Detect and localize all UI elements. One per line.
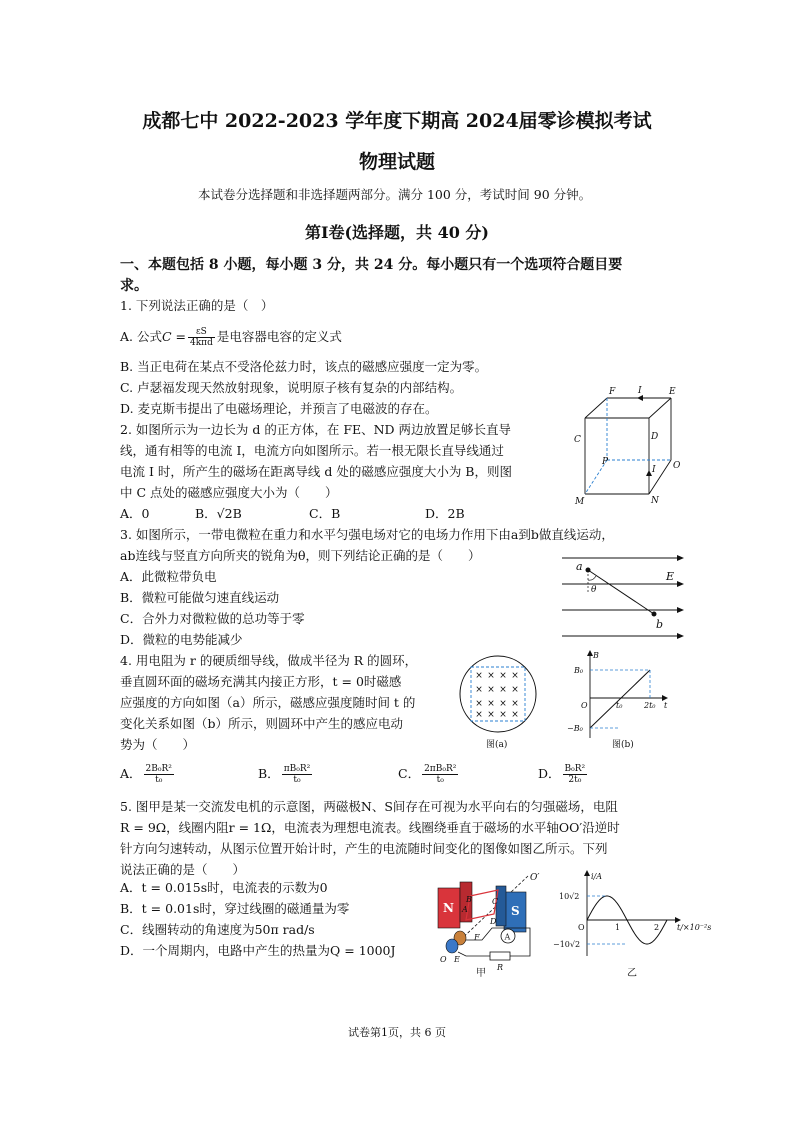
cube-label-d: D bbox=[651, 432, 659, 442]
exam-title: 成都七中 2022-2023 学年度下期高 2024届零诊模拟考试 bbox=[142, 110, 652, 132]
q1-option-c: C. 卢瑟福发现天然放射现象，说明原子核有复杂的内部结构。 bbox=[120, 380, 463, 395]
q4-option-c-num: 2πB₀R² bbox=[424, 764, 457, 774]
svg-text:×: × bbox=[487, 699, 495, 709]
q5-option-b: B．t = 0.01s时，穿过线圈的磁通量为零 bbox=[120, 901, 350, 916]
graph-axis-t: t/×10⁻²s bbox=[677, 923, 712, 932]
svg-text:×: × bbox=[475, 699, 483, 709]
graph-axis-i: i/A bbox=[591, 872, 603, 881]
cube-label-o: O bbox=[673, 461, 681, 471]
svg-text:×: × bbox=[511, 710, 519, 720]
q5-option-a: A．t = 0.015s时，电流表的示数为0 bbox=[120, 880, 328, 895]
q4-option-a-num: 2B₀R² bbox=[145, 764, 172, 774]
q3-line1: 3. 如图所示，一带电微粒在重力和水平匀强电场对它的电场力作用下由a到b做直线运动， bbox=[120, 527, 614, 542]
gen-label-n: N bbox=[443, 901, 454, 915]
graph-origin: O bbox=[578, 923, 585, 932]
q2-cube-figure bbox=[565, 382, 685, 510]
cube-label-i-side: I bbox=[652, 465, 656, 475]
q4-fig-b-t0: t₀ bbox=[616, 701, 623, 710]
q3-line2: ab连线与竖直方向所夹的锐角为θ，则下列结论正确的是（ ） bbox=[120, 548, 481, 563]
gen-label-d: D bbox=[490, 917, 497, 926]
q4-fig-b-axis-b: B bbox=[593, 651, 599, 660]
cube-label-i-top: I bbox=[638, 386, 642, 396]
page-footer: 试卷第1页，共 6 页 bbox=[348, 1026, 446, 1039]
gen-label-ammeter: A bbox=[504, 932, 511, 942]
q2-option-a: A．0 bbox=[120, 506, 150, 521]
cube-label-m: M bbox=[575, 497, 585, 507]
q1-option-a-prefix: A. 公式 bbox=[120, 329, 162, 344]
q4-line2: 垂直圆环面的磁场充满其内接正方形，t = 0时磁感 bbox=[120, 674, 402, 689]
graph-min: −10√2 bbox=[553, 940, 581, 949]
graph-tick-1: 1 bbox=[615, 923, 621, 932]
gen-label-o: O bbox=[440, 955, 447, 964]
q2-line1: 2. 如图所示为一边长为 d 的正方体，在 FE、ND 两边放置足够长直导 bbox=[120, 422, 512, 437]
q4-fig-b-neg-b0: −B₀ bbox=[567, 724, 583, 733]
q1-option-d: D. 麦克斯韦提出了电磁场理论，并预言了电磁波的存在。 bbox=[120, 401, 438, 416]
q4-figure-a bbox=[456, 654, 542, 750]
q4-line4: 变化关系如图（b）所示，则圆环中产生的感应电动 bbox=[120, 716, 404, 731]
svg-text:×: × bbox=[499, 671, 507, 681]
q4-option-c bbox=[398, 761, 460, 787]
q4-option-c-den: t₀ bbox=[436, 775, 444, 785]
q4-option-d-label: D． bbox=[538, 766, 561, 781]
q5-option-d: D．一个周期内，电路中产生的热量为Q = 1000J bbox=[120, 943, 396, 958]
gen-label-c: C bbox=[492, 897, 499, 906]
q3-label-b: b bbox=[656, 618, 664, 631]
gen-label-s: S bbox=[511, 904, 520, 918]
q4-line1: 4. 用电阻为 r 的硬质细导线，做成半径为 R 的圆环， bbox=[120, 653, 418, 668]
q5-line2: R = 9Ω，线圈内阻r = 1Ω，电流表为理想电流表。线圈绕垂直于磁场的水平轴OO′沿逆时 bbox=[120, 820, 620, 835]
q4-fig-b-b0: B₀ bbox=[574, 666, 584, 675]
gen-label-o-prime: O′ bbox=[530, 873, 540, 883]
q2-line2: 线，通有相等的电流 I，电流方向如图所示。若一根无限长直导线通过 bbox=[120, 443, 504, 458]
section-title: 第Ⅰ卷(选择题，共 40 分) bbox=[304, 223, 490, 242]
q3-option-a: A．此微粒带负电 bbox=[120, 569, 217, 584]
q4-option-d bbox=[538, 761, 589, 787]
svg-text:×: × bbox=[511, 685, 519, 695]
q3-label-theta: θ bbox=[591, 585, 597, 595]
gen-label-b: B bbox=[466, 895, 472, 904]
graph-max: 10√2 bbox=[559, 892, 580, 901]
svg-text:×: × bbox=[499, 685, 507, 695]
q4-fig-b-origin: O bbox=[581, 701, 588, 710]
q2-line4: 中 C 点处的磁感应强度大小为（ ） bbox=[120, 485, 338, 500]
q4-option-b bbox=[258, 761, 314, 787]
section-instruction-line2: 求。 bbox=[120, 278, 148, 294]
q4-fig-a-caption: 图(a) bbox=[486, 740, 508, 750]
q3-option-c: C．合外力对微粒做的总功等于零 bbox=[120, 611, 305, 626]
exam-intro: 本试卷分选择题和非选择题两部分。满分 100 分，考试时间 90 分钟。 bbox=[198, 187, 592, 202]
q1-option-a bbox=[120, 324, 342, 350]
q3-option-b: B．微粒可能做匀速直线运动 bbox=[120, 590, 280, 605]
gen-label-e: E bbox=[454, 955, 460, 964]
svg-text:×: × bbox=[499, 710, 507, 720]
q4-option-d-num: B₀R² bbox=[564, 764, 586, 774]
gen-label-f: F bbox=[474, 933, 480, 942]
q1-option-a-suffix: 是电容器电容的定义式 bbox=[216, 329, 342, 344]
cube-label-p: P bbox=[602, 457, 609, 467]
q1-formula-den: 4kπd bbox=[190, 338, 213, 348]
q4-option-b-den: t₀ bbox=[293, 775, 301, 785]
q4-line5: 势为（ ） bbox=[120, 737, 196, 752]
q4-fig-b-2t0: 2t₀ bbox=[644, 701, 656, 710]
q5-generator-figure bbox=[432, 866, 544, 978]
q4-option-c-label: C． bbox=[398, 766, 421, 781]
gen-label-a: A bbox=[462, 905, 468, 914]
subject-title: 物理试题 bbox=[358, 151, 435, 173]
svg-text:×: × bbox=[475, 671, 483, 681]
cube-label-f: F bbox=[609, 387, 616, 397]
q2-option-d: D．2B bbox=[425, 506, 465, 521]
q3-option-d: D．微粒的电势能减少 bbox=[120, 632, 243, 647]
q5-option-c: C．线圈转动的角速度为50π rad/s bbox=[120, 922, 315, 937]
q4-line3: 应强度的方向如图（a）所示，磁感应强度随时间 t 的 bbox=[120, 695, 416, 710]
q2-option-b: B．√2B bbox=[195, 506, 242, 521]
q1-stem: 1. 下列说法正确的是（ ） bbox=[120, 298, 274, 313]
q2-option-c: C．B bbox=[309, 506, 341, 521]
q5-line4: 说法正确的是（ ） bbox=[120, 862, 246, 877]
svg-text:×: × bbox=[487, 671, 495, 681]
q4-option-a-den: t₀ bbox=[155, 775, 163, 785]
svg-text:×: × bbox=[487, 710, 495, 720]
q4-b-field-crosses bbox=[475, 671, 519, 720]
svg-text:×: × bbox=[487, 685, 495, 695]
q4-option-d-den: 2t₀ bbox=[568, 775, 582, 785]
q3-field-figure bbox=[560, 548, 686, 644]
svg-text:×: × bbox=[511, 699, 519, 709]
q4-option-a-label: A． bbox=[120, 766, 142, 781]
q3-point-a bbox=[586, 568, 591, 573]
graph-tick-2: 2 bbox=[654, 923, 660, 932]
cube-label-c: C bbox=[574, 435, 581, 445]
q4-option-b-label: B． bbox=[258, 766, 280, 781]
q5-fig-jia-caption: 甲 bbox=[476, 968, 486, 978]
q5-fig-yi-caption: 乙 bbox=[627, 968, 637, 978]
cube-label-n: N bbox=[651, 496, 659, 506]
q4-option-b-num: πB₀R² bbox=[283, 764, 311, 774]
resistor bbox=[490, 952, 510, 960]
q3-label-e: E bbox=[666, 570, 675, 583]
q1-option-b: B. 当正电荷在某点不受洛伦兹力时，该点的磁感应强度一定为零。 bbox=[120, 359, 488, 374]
q1-formula-lhs: C = bbox=[161, 329, 186, 344]
cube-label-e: E bbox=[669, 387, 676, 397]
q5-line3: 针方向匀速转动，从图示位置开始计时，产生的电流随时间变化的图像如图乙所示。下列 bbox=[120, 841, 608, 856]
q4-option-a bbox=[120, 761, 176, 787]
svg-text:×: × bbox=[475, 710, 483, 720]
q5-line1: 5. 图甲是某一交流发电机的示意图，两磁极N、S间存在可视为水平向右的匀强磁场，电阻 bbox=[120, 799, 618, 814]
q4-figure-b bbox=[560, 646, 672, 752]
q5-current-graph bbox=[553, 866, 713, 978]
svg-text:×: × bbox=[475, 685, 483, 695]
q1-formula-num: εS bbox=[188, 327, 215, 338]
q4-fig-b-axis-t: t bbox=[664, 701, 668, 710]
q2-line3: 电流 I 时，所产生的磁场在距离导线 d 处的磁感应强度大小为 B，则图 bbox=[120, 464, 512, 479]
q3-point-b bbox=[652, 612, 657, 617]
q4-fig-b-caption: 图(b) bbox=[612, 740, 634, 750]
q3-label-a: a bbox=[576, 560, 583, 573]
svg-text:×: × bbox=[499, 699, 507, 709]
svg-text:×: × bbox=[511, 671, 519, 681]
q1-formula-fraction bbox=[188, 327, 215, 348]
gen-label-r: R bbox=[497, 963, 504, 972]
section-instruction-line1: 一、本题包括 8 小题，每小题 3 分，共 24 分。每小题只有一个选项符合题目要 bbox=[120, 257, 623, 273]
